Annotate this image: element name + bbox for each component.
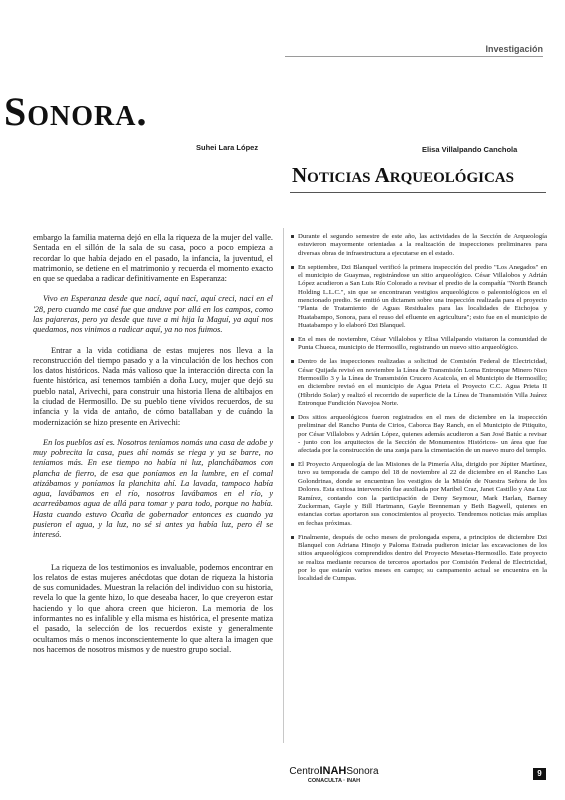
news-item <box>291 414 547 456</box>
quote-paragraph: En los pueblos así es. Nosotros teníamos nomás una casa de adobe y muy pobrecita la casa, pues ahí nomás se riega y ya se barre, no teníamos más. En ese tiempo no había ni luz, planchábamos con plancha de fierro, de esa que poníamos en la lumbre, en el comal atizábamos y poníamos la planchita ahí. La lavada, tampoco había agua, lavábamos en el río, nosotros lavábamos en el río, y acarreábamos agua de allá para tomar y para todo, porque no había. Hasta cuando estuvo Ocaña de gobernador entonces es cuando ya pusieron el agua, y la luz, no sé si antes ya había luz, pero él se interesó. <box>33 437 273 540</box>
left-article-body <box>33 233 273 665</box>
news-item-text: En septiembre, Dzi Blanquel verificó la primera inspección del predio "Los Anegados" en el municipio de Guaymas, registrándose un sitio arqueológico. César Villalobos y Adrián López acudieron a San Luis Río Colorado a revisar el predio de la compañía "North Branch Holding L.L.C.", sin que se encontraran vestigios arqueológicos o paleontológicos en el mencionado predio. Se emitió un dictamen sobre una inspección realizada para el proyecto "Planta de Tratamiento de Aguas Residuales para las localidades de Etchojoa y Huatabampo, Sonora, para el reuso del efluente en agricultura"; esto fue en el municipio de Huatabampo y lo elaboró Dzi Blanquel. <box>298 263 547 330</box>
paragraph: La riqueza de los testimonios es invaluable, podemos encontrar en los relatos de estas mujeres anécdotas que dotan de riqueza la historia de sus comunidades. Muestran la relación del individuo con su historia, revela lo que la gente hizo, lo que deseaba hacer, lo que creyeron estar haciendo y lo que ahora creen que hicieron. La memoria de los informantes no es infalible y ella misma es histórica, el presente matiza el pasado, la selección de los recuerdos existe y generalmente ocultamos más o menos inconscientemente lo que altera la imagen que nos hacemos de nosotros mismos y de nuestro grupo social. <box>33 562 273 654</box>
page-number: 9 <box>533 768 546 780</box>
bullet-icon <box>291 266 294 269</box>
left-article-author: Suhei Lara López <box>196 143 259 152</box>
logo-prefix: Centro <box>289 766 320 777</box>
bullet-icon <box>291 463 294 466</box>
bullet-icon <box>291 536 294 539</box>
section-divider <box>285 56 543 57</box>
news-item-text: En el mes de noviembre, César Villalobos y Elisa Villalpando visitaron la comunidad de Punta Chueca, municipio de Hermosillo, registrando un nuevo sitio arqueológico. <box>298 335 547 352</box>
news-item-text: Dentro de las inspecciones realizadas a solicitud de Comisión Federal de Electricidad, César Quijada revisó en noviembre la Línea de Transmisión Loma Entronque Minero Nico Hermosillo 3 y la Línea de Transmisión Crucero Acaicola, en el Municipio de Hermosillo; en diciembre revisó en el municipio de Agua Prieta el Proyecto C.C. Agua Prieta II (Híbrido Solar) y realizó el recorrido de superficie de la Línea de Transmisión Villa Juárez Entronque Fundición Navojoa Norte. <box>298 358 547 407</box>
paragraph: Entrar a la vida cotidiana de estas mujeres nos lleva a la reconstrucción del tiempo pasado y a la vinculación de los hechos con los datos históricos. Nada más valioso que la interacción directa con la fuente histórica, así tenemos también a doña Lucy, mujer que dejó su pueblo natal, Arivechi, para construir una historia llena de altibajos en la ciudad de Hermosillo. De su pueblo tiene vívidos recuerdos, de su infancia y la vida de antaño, de cómo batallaban y de cuándo la modernización se hizo presente en Arivechi: <box>33 345 273 427</box>
news-item-text: Finalmente, después de ocho meses de prolongada espera, a principios de diciembre Dzi Blanquel con Adriana Hinojo y Paloma Estrada pudieron iniciar las excavaciones de los sitios arqueológicos comprendidos dentro del Proyecto Mesetas-Hermosillo. Este proyecto se realiza mediante recursos de terceros aportados por Comisión Federal de Electricidad, por lo que estarán varios meses en campo; su campamento actual se encuentra en la localidad de Cumpas. <box>298 533 547 583</box>
news-item <box>291 461 547 528</box>
bullet-icon <box>291 338 294 341</box>
paragraph: embargo la familia materna dejó en ella la riqueza de la mujer del valle. Sentada en el sillón de la sala de su casa, poco a poco empieza a recordar lo que había dejado en el pasado, la infancia, la juventud, el matrimonio, se detiene en el matrimonio y recuerda el momento exacto en que se quedaba a radicar definitivamente en Esperanza: <box>33 233 273 284</box>
right-article-author: Elisa Villalpando Canchola <box>422 145 518 154</box>
news-item <box>291 233 547 258</box>
right-article-title: Noticias Arqueológicas <box>292 163 514 187</box>
logo-suffix: Sonora <box>346 766 379 777</box>
news-item <box>291 336 547 353</box>
logo-subtitle: CONACULTA · INAH <box>307 778 361 784</box>
right-article-body <box>291 233 547 589</box>
news-item-text: Dos sitios arqueológicos fueron registrados en el mes de diciembre en la inspección preliminar del Rancho Punta de Cirios, Caborca Bay Ranch, en el Municipio de Pitiquito, por César Villalobos y Adrián López, quienes además acudieron a San José Batúc a revisar - junto con los arquitectos de la Sección de Monumentos Históricos- un área que fue afectada por la construcción de una zanja para la cimentación de un nuevo muro del templo. <box>298 413 547 455</box>
news-item-text: El Proyecto Arqueología de las Misiones de la Pimería Alta, dirigido por Júpiter Martínez, tuvo su temporada de campo del 18 de noviembre al 22 de diciembre en el Rancho Las Golondrinas, donde se encuentran los vestigios de la Misión de Nuestra Señora de los Dolores. Esta exitosa intervención fue auxiliada por Maribel Craz, Janet Castillo y Ana Luz Ramírez, contando con la participación de Deny Seymour, Mark Harlan, Barney Zuckerman, Gayle y Bill Hartmann, Gayle Brenneman y Beth Bagwell, quienes en estancias cortas aportaron sus conocimientos al proyecto. Tendremos noticias más amplias en fechas próximas. <box>298 461 547 527</box>
bullet-icon <box>291 416 294 419</box>
column-divider <box>283 228 284 743</box>
news-item <box>291 264 547 331</box>
section-label: Investigación <box>485 44 543 54</box>
bullet-icon <box>291 360 294 363</box>
news-item <box>291 534 547 584</box>
quote-paragraph: Vivo en Esperanza desde que nací, aquí nací, aquí creci, naci en el '28, pero cuando me casé fue que anduve por allá en los campos, como las pajareras, pero ya desde que tuve a mi hija la Maguí, ya aquí nos quedamos, nos vinimos a radicar aquí, ya no nos fuimos. <box>33 294 273 335</box>
title-underline <box>290 192 546 193</box>
left-article-title: Sonora. <box>4 89 148 134</box>
bullet-icon <box>291 235 294 238</box>
news-item-text: Durante el segundo semestre de este año, las actividades de la Sección de Arqueología estuvieron mayormente orientadas a la realización de inspecciones preliminares para diversas obras de infraestructura a ejecutarse en el estado. <box>298 233 547 257</box>
footer-logo <box>264 766 404 785</box>
news-item <box>291 358 547 408</box>
logo-bold: INAH <box>319 765 347 777</box>
